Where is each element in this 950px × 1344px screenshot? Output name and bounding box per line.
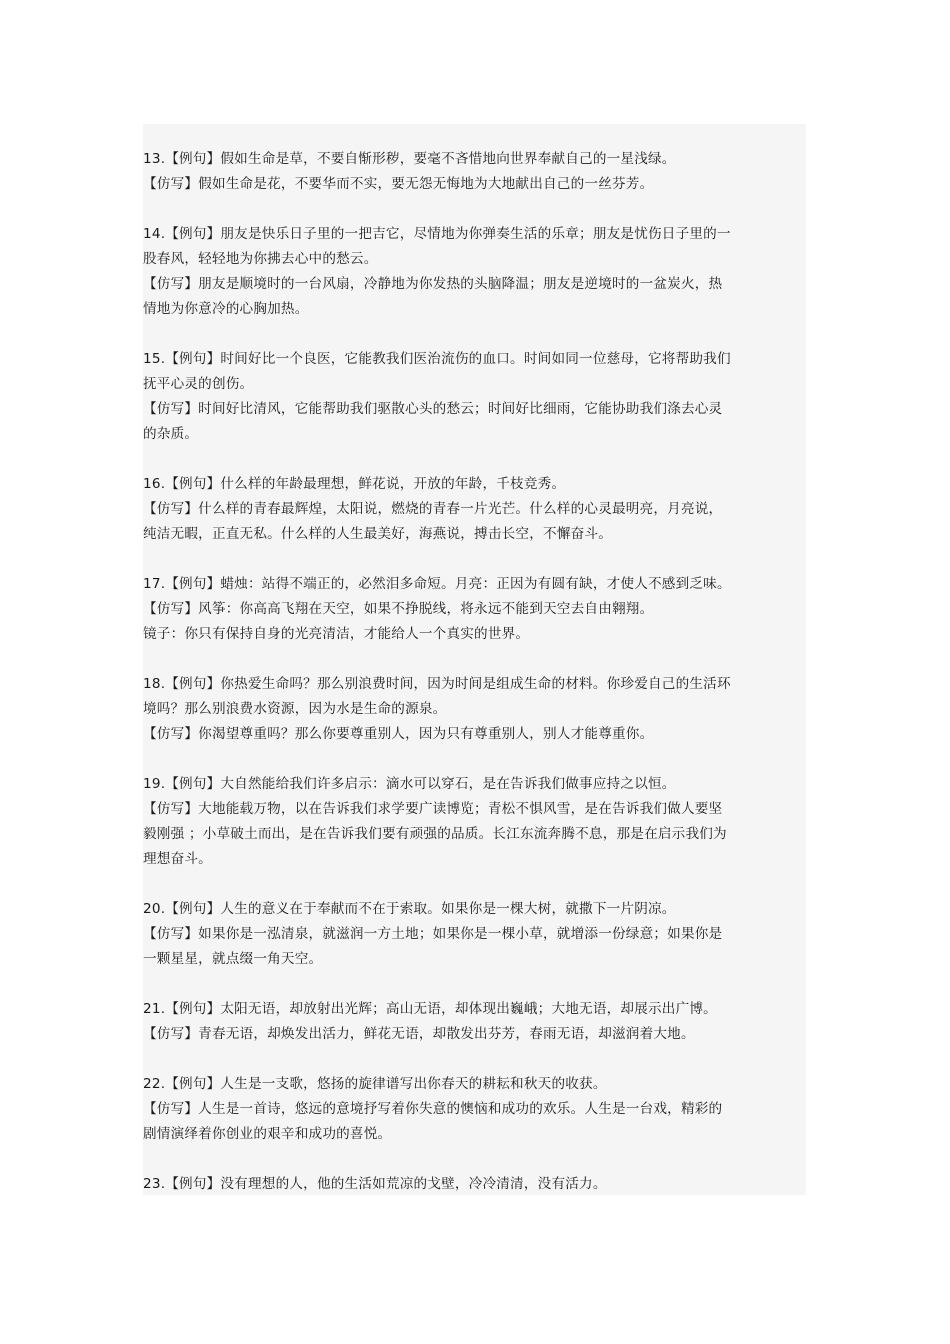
- entry-text-line: 情地为你意冷的心胸加热。: [143, 301, 309, 317]
- exercise-entry: [143, 347, 807, 447]
- entry-text-line: 股春风，轻轻地为你拂去心中的愁云。: [143, 251, 378, 267]
- entry-text-line: 20.【例句】人生的意义在于奉献而不在于索取。如果你是一棵大树，就撒下一片阴凉。: [143, 901, 676, 917]
- entry-text-line: 【仿写】什么样的青春最辉煌，太阳说，燃烧的青春一片光芒。什么样的心灵最明亮，月亮说，: [143, 501, 723, 517]
- exercise-entry: [143, 1172, 807, 1197]
- entry-text-line: 一颗星星，就点缀一角天空。: [143, 951, 323, 967]
- exercise-entry: [143, 1072, 807, 1147]
- entry-text-line: 13.【例句】假如生命是草，不要自惭形秽，要毫不吝惜地向世界奉献自己的一星浅绿。: [143, 151, 676, 167]
- entry-text-line: 【仿写】时间好比清风，它能帮助我们驱散心头的愁云；时间好比细雨，它能协助我们涤去心灵: [143, 401, 723, 417]
- entry-text-line: 14.【例句】朋友是快乐日子里的一把吉它，尽情地为你弹奏生活的乐章；朋友是忧伤日子里的一: [143, 226, 731, 242]
- entry-text-line: 纯洁无暇，正直无私。什么样的人生最美好，海燕说，搏击长空，不懈奋斗。: [143, 526, 612, 542]
- exercise-entry: [143, 772, 807, 872]
- entry-text-line: 【仿写】人生是一首诗，悠远的意境抒写着你失意的懊恼和成功的欢乐。人生是一台戏，精彩的: [143, 1101, 723, 1117]
- entry-text-line: 【仿写】大地能载万物，以在告诉我们求学要广读博览；青松不惧风雪，是在告诉我们做人要坚: [143, 801, 723, 817]
- entry-text-line: 境吗？那么别浪费水资源，因为水是生命的源泉。: [143, 701, 447, 717]
- exercise-list: [143, 147, 807, 1222]
- entry-text-line: 22.【例句】人生是一支歌，悠扬的旋律谱写出你春天的耕耘和秋天的收获。: [143, 1076, 607, 1092]
- entry-text-line: 19.【例句】大自然能给我们许多启示：滴水可以穿石，是在告诉我们做事应持之以恒。: [143, 776, 676, 792]
- entry-text-line: 镜子：你只有保持自身的光亮清洁，才能给人一个真实的世界。: [143, 626, 530, 642]
- entry-text-line: 剧情演绎着你创业的艰辛和成功的喜悦。: [143, 1126, 392, 1142]
- exercise-entry: [143, 222, 807, 322]
- entry-text-line: 【仿写】朋友是顺境时的一台风扇，冷静地为你发热的头脑降温；朋友是逆境时的一盆炭火，热: [143, 276, 723, 292]
- exercise-entry: [143, 572, 807, 647]
- entry-text-line: 16.【例句】什么样的年龄最理想，鲜花说，开放的年龄，千枝竞秀。: [143, 476, 566, 492]
- entry-text-line: 【仿写】青春无语，却焕发出活力，鲜花无语，却散发出芬芳，春雨无语，却滋润着大地。: [143, 1026, 695, 1042]
- entry-text-line: 抚平心灵的创伤。: [143, 376, 254, 392]
- entry-text-line: 毅刚强 ；小草破土而出，是在告诉我们要有顽强的品质。长江东流奔腾不息，那是在启示我们为: [143, 826, 727, 842]
- entry-text-line: 【仿写】你渴望尊重吗？那么你要尊重别人，因为只有尊重别人，别人才能尊重你。: [143, 726, 654, 742]
- entry-text-line: 18.【例句】你热爱生命吗？那么别浪费时间，因为时间是组成生命的材料。你珍爱自己的生活环: [143, 676, 731, 692]
- exercise-entry: [143, 472, 807, 547]
- exercise-entry: [143, 147, 807, 197]
- exercise-entry: [143, 897, 807, 972]
- entry-text-line: 23.【例句】没有理想的人，他的生活如荒凉的戈壁，冷冷清清，没有活力。: [143, 1176, 607, 1192]
- entry-text-line: 【仿写】如果你是一泓清泉，就滋润一方土地；如果你是一棵小草，就增添一份绿意；如果你是: [143, 926, 723, 942]
- exercise-entry: [143, 672, 807, 747]
- entry-text-line: 【仿写】风筝：你高高飞翔在天空，如果不挣脱线，将永远不能到天空去自由翱翔。: [143, 601, 654, 617]
- entry-text-line: 理想奋斗。: [143, 851, 212, 867]
- entry-text-line: 【仿写】假如生命是花，不要华而不实，要无怨无悔地为大地献出自己的一丝芬芳。: [143, 176, 654, 192]
- entry-text-line: 17.【例句】蜡烛：站得不端正的，必然泪多命短。月亮：正因为有圆有缺，才使人不感到乏味。: [143, 576, 731, 592]
- entry-text-line: 21.【例句】太阳无语，却放射出光辉；高山无语，却体现出巍峨；大地无语，却展示出广博。: [143, 1001, 717, 1017]
- entry-text-line: 15.【例句】时间好比一个良医，它能教我们医治流伤的血口。时间如同一位慈母，它将帮助我们: [143, 351, 731, 367]
- entry-text-line: 的杂质。: [143, 426, 199, 442]
- exercise-entry: [143, 997, 807, 1047]
